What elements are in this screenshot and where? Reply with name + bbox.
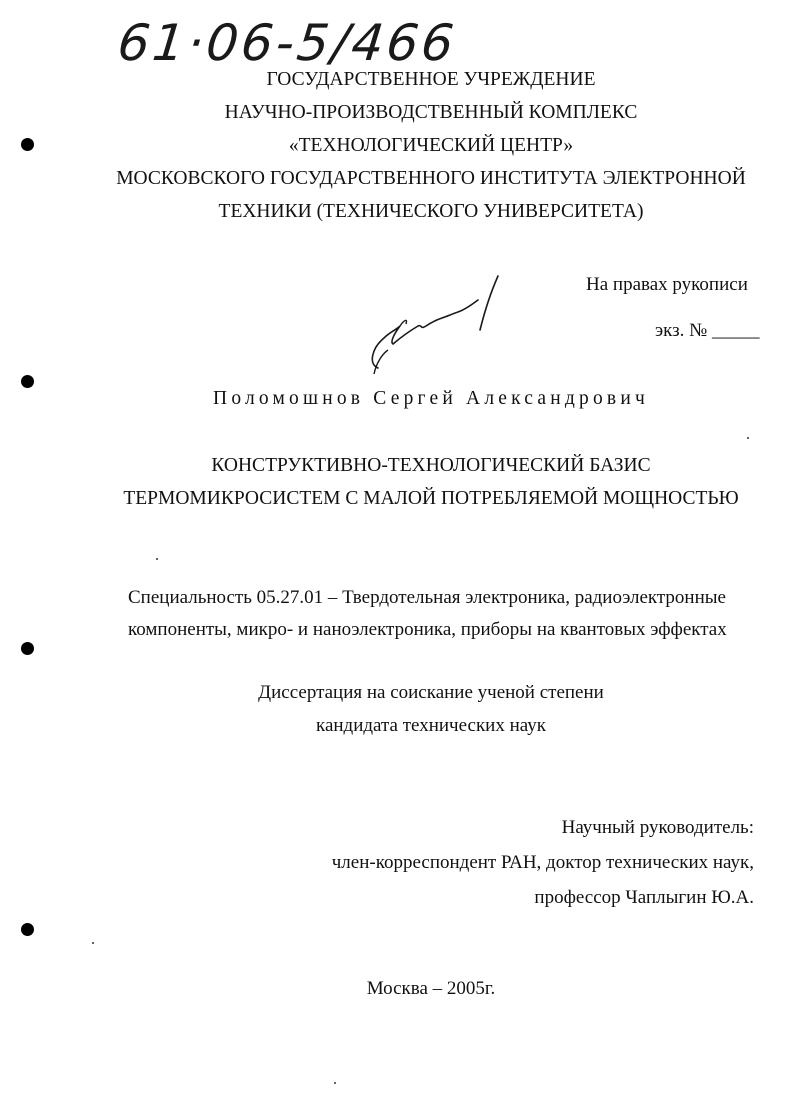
scan-speck xyxy=(92,942,94,944)
advisor-line: профессор Чаплыгин Ю.А. xyxy=(534,887,754,908)
degree-line: кандидата технических наук xyxy=(316,715,546,736)
title-line: ТЕРМОМИКРОСИСТЕМ С МАЛОЙ ПОТРЕБЛЯЕМОЙ МОЩНОСТЬЮ xyxy=(123,488,739,509)
advisor-line: Научный руководитель: xyxy=(561,817,754,838)
binding-hole-mark xyxy=(21,923,34,936)
header-line: ТЕХНИКИ (ТЕХНИЧЕСКОГО УНИВЕРСИТЕТА) xyxy=(218,201,644,222)
degree-line: Диссертация на соискание ученой степени xyxy=(258,682,604,703)
advisor-line: член-корреспондент РАН, доктор технических наук, xyxy=(331,852,754,873)
scan-speck xyxy=(156,558,158,560)
header-line: НАУЧНО-ПРОИЗВОДСТВЕННЫЙ КОМПЛЕКС xyxy=(224,102,638,123)
manuscript-rights-note: На правах рукописи xyxy=(586,274,748,295)
scan-speck xyxy=(334,1082,336,1084)
binding-hole-mark xyxy=(21,375,34,388)
scientific-advisor xyxy=(332,810,754,915)
city-year: Москва – 2005г. xyxy=(366,978,496,999)
specialty xyxy=(128,582,738,646)
author-name: Поломошнов Сергей Александрович xyxy=(213,388,649,409)
binding-hole-mark xyxy=(21,642,34,655)
signature xyxy=(360,268,510,378)
handwritten-archive-number: 61·06-5/466 xyxy=(114,14,460,72)
header-line: МОСКОВСКОГО ГОСУДАРСТВЕННОГО ИНСТИТУТА ЭЛЕКТРОННОЙ xyxy=(116,168,746,189)
specialty-line: компоненты, микро- и наноэлектроника, приборы на квантовых эффектах xyxy=(128,619,727,640)
copy-number: экз. № _____ xyxy=(655,320,760,341)
title-line: КОНСТРУКТИВНО-ТЕХНОЛОГИЧЕСКИЙ БАЗИС xyxy=(211,455,651,476)
specialty-line: Специальность 05.27.01 – Твердотельная электроника, радиоэлектронные xyxy=(128,587,726,608)
header-line: ГОСУДАРСТВЕННОЕ УЧРЕЖДЕНИЕ xyxy=(266,69,596,90)
scan-speck xyxy=(747,437,749,439)
header-line: «ТЕХНОЛОГИЧЕСКИЙ ЦЕНТР» xyxy=(288,135,574,156)
binding-hole-mark xyxy=(21,138,34,151)
